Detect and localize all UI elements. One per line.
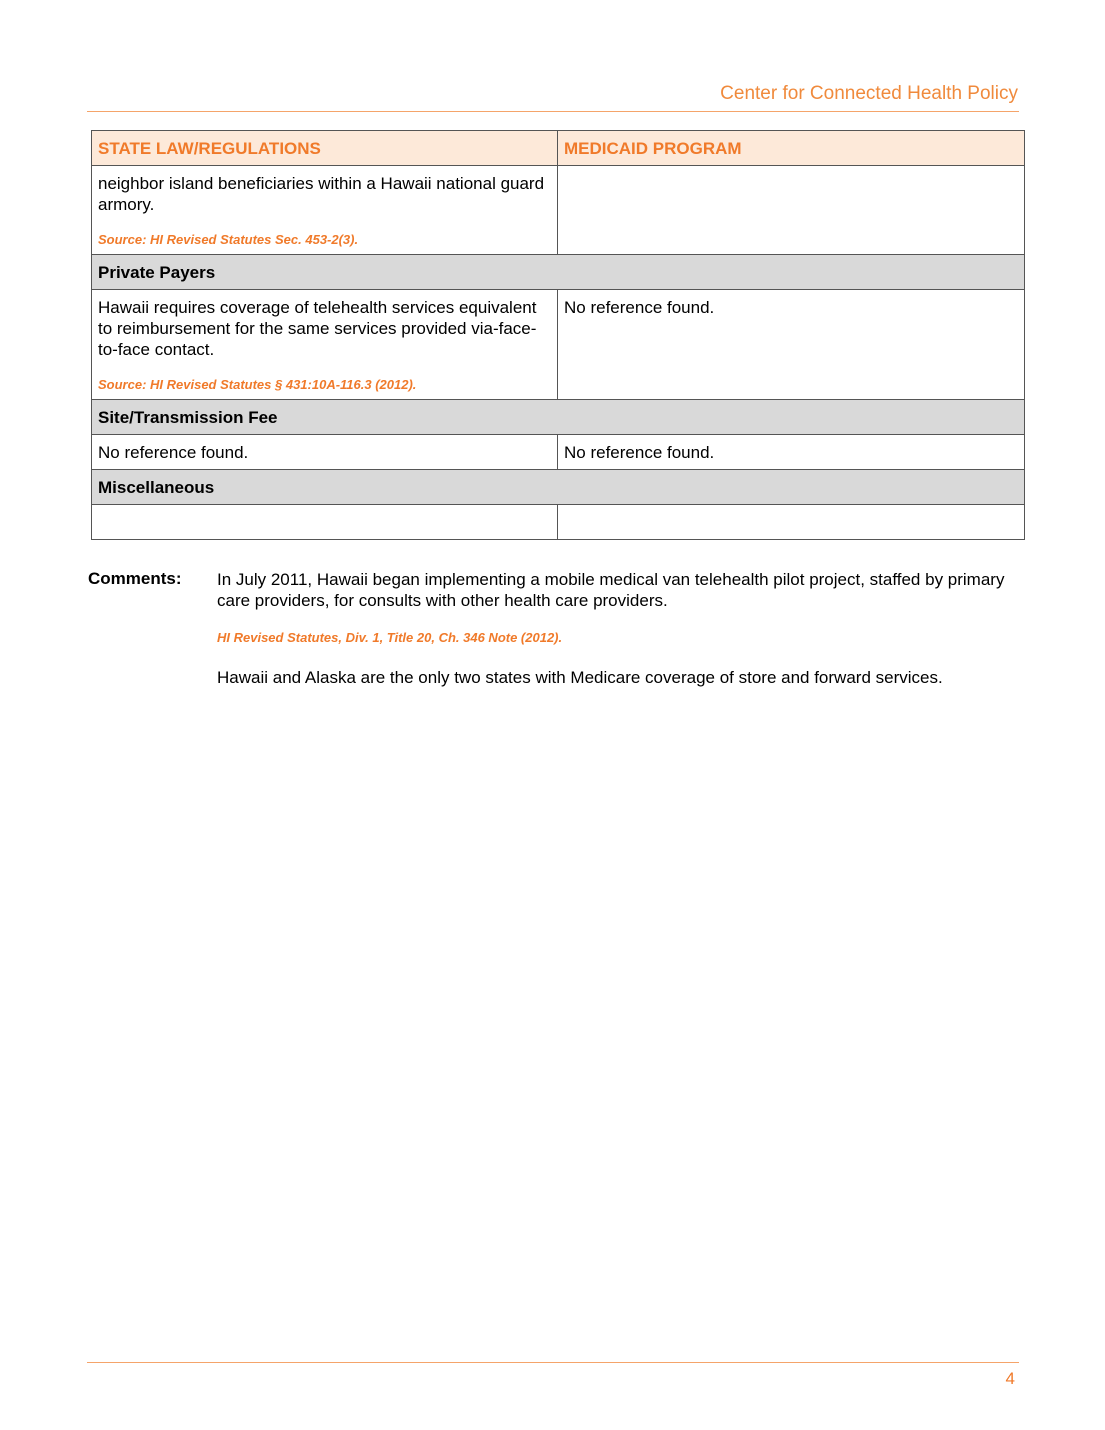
section-title: Site/Transmission Fee (92, 400, 1025, 435)
header-divider (87, 111, 1019, 112)
comments-paragraph: In July 2011, Hawaii began implementing a mobile medical van telehealth pilot project, staffed by primary care providers, for consults with other health care providers. (217, 570, 1005, 610)
section-row-private-payers (92, 255, 1025, 290)
state-law-cell: No reference found. (92, 435, 558, 470)
medicaid-cell (558, 505, 1025, 540)
section-row-miscellaneous (92, 470, 1025, 505)
comments-body (217, 569, 1017, 688)
state-law-cell (92, 505, 558, 540)
table-row (92, 290, 1025, 400)
medicaid-cell: No reference found. (558, 290, 1025, 400)
footer-divider (87, 1362, 1019, 1363)
comments-source-citation: HI Revised Statutes, Div. 1, Title 20, Ch. 346 Note (2012). (217, 630, 563, 645)
comments-label: Comments: (88, 569, 182, 588)
medicaid-cell (558, 166, 1025, 255)
comments-paragraph: Hawaii and Alaska are the only two states with Medicare coverage of store and forward services. (217, 668, 943, 687)
policy-table (91, 130, 1025, 540)
section-title: Miscellaneous (92, 470, 1025, 505)
state-law-text: Hawaii requires coverage of telehealth services equivalent to reimbursement for the same services provided via-face-to-face contact. (98, 298, 537, 359)
table-row (92, 166, 1025, 255)
source-citation: Source: HI Revised Statutes Sec. 453-2(3). (98, 232, 359, 247)
state-law-cell (92, 290, 558, 400)
state-law-text: neighbor island beneficiaries within a Hawaii national guard armory. (98, 174, 545, 214)
section-row-site-transmission-fee (92, 400, 1025, 435)
column-header-state-law: STATE LAW/REGULATIONS (92, 131, 558, 166)
section-title: Private Payers (92, 255, 1025, 290)
table-row (92, 435, 1025, 470)
medicaid-cell: No reference found. (558, 435, 1025, 470)
source-citation: Source: HI Revised Statutes § 431:10A-116.3 (2012). (98, 377, 417, 392)
page-number: 4 (1005, 1369, 1015, 1388)
state-law-cell (92, 166, 558, 255)
table-row (92, 505, 1025, 540)
table-header-row (92, 131, 1025, 166)
column-header-medicaid: MEDICAID PROGRAM (558, 131, 1025, 166)
document-header-title: Center for Connected Health Policy (720, 83, 1018, 104)
